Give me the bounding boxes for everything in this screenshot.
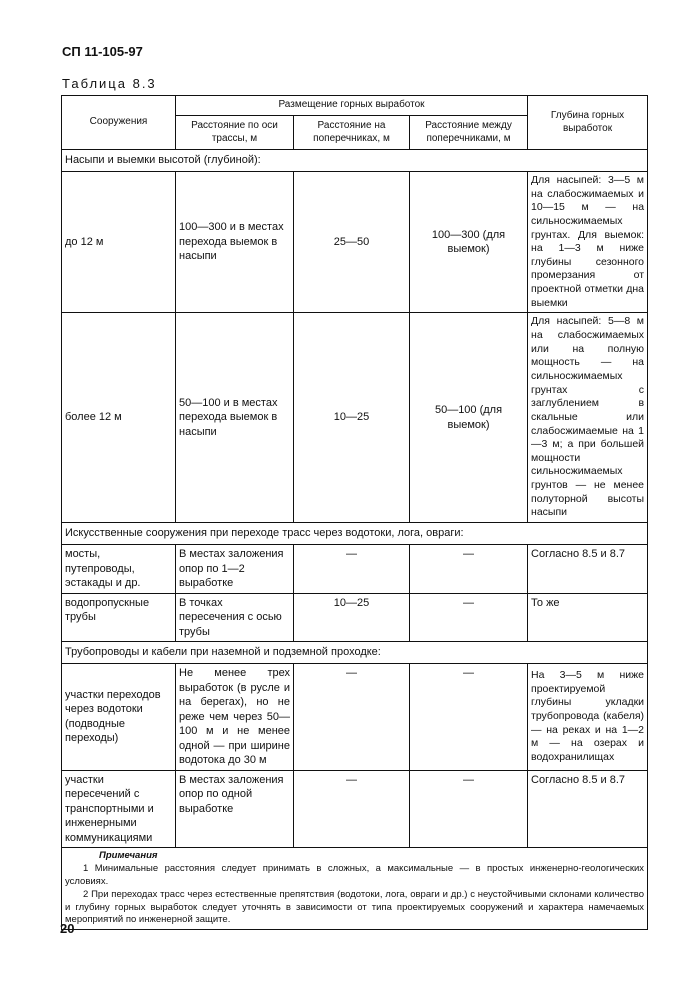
row-between-distance: — bbox=[410, 664, 528, 771]
row-cross-distance: 25—50 bbox=[294, 172, 410, 313]
header-cross-distance: Расстояние на поперечниках, м bbox=[294, 116, 410, 150]
row-cross-distance: — bbox=[294, 664, 410, 771]
row-cross-distance: — bbox=[294, 545, 410, 594]
row-structure-name: участки пересечений с транспортными и инженерными коммуникациями bbox=[62, 770, 176, 848]
row-cross-distance: 10—25 bbox=[294, 313, 410, 523]
row-between-distance: — bbox=[410, 593, 528, 642]
row-axis-distance: В местах заложения опор по 1—2 выработке bbox=[176, 545, 294, 594]
header-structures: Сооружения bbox=[62, 96, 176, 150]
row-depth: Согласно 8.5 и 8.7 bbox=[528, 545, 648, 594]
notes-block bbox=[62, 848, 648, 930]
table-row bbox=[62, 593, 648, 642]
row-axis-distance: 100—300 и в местах перехода выемок в насыпи bbox=[176, 172, 294, 313]
row-structure-name: до 12 м bbox=[62, 172, 176, 313]
table-title: Таблица 8.3 bbox=[62, 76, 157, 91]
row-structure-name: водопропускные трубы bbox=[62, 593, 176, 642]
section-title-artificial: Искусственные сооружения при переходе трасс через водотоки, лога, овраги: bbox=[62, 523, 648, 545]
row-axis-distance: В местах заложения опор по одной выработке bbox=[176, 770, 294, 848]
table-row bbox=[62, 770, 648, 848]
row-depth: Для насыпей: 3—5 м на слабосжимаемых и 10—15 м — на сильносжимаемых грунтах. Для выемок: на 1—3 м ниже глубины сезонного промерзания от проектной отметки дна выемки bbox=[528, 172, 648, 313]
row-structure-name: участки переходов через водотоки (подводные переходы) bbox=[62, 664, 176, 771]
row-axis-distance: В точках пересечения с осью трубы bbox=[176, 593, 294, 642]
row-depth: То же bbox=[528, 593, 648, 642]
header-axis-distance: Расстояние по оси трассы, м bbox=[176, 116, 294, 150]
table-row bbox=[62, 313, 648, 523]
table-row bbox=[62, 545, 648, 594]
header-depth: Глубина горных выработок bbox=[528, 96, 648, 150]
row-cross-distance: — bbox=[294, 770, 410, 848]
row-between-distance: 50—100 (для выемок) bbox=[410, 313, 528, 523]
note-item: 2 При переходах трасс через естественные препятствия (водотоки, лога, овраги и др.) с неустойчивыми склонами количество и глубину горных выработок следует уточнять в зависимости от типа проектируемых сооружений и характера намечаемых мероприятий по инженерной защите. bbox=[65, 888, 645, 926]
header-placement-group: Размещение горных выработок bbox=[176, 96, 528, 116]
requirements-table bbox=[61, 95, 648, 930]
row-between-distance: 100—300 (для выемок) bbox=[410, 172, 528, 313]
row-between-distance: — bbox=[410, 770, 528, 848]
document-code: СП 11-105-97 bbox=[62, 44, 143, 59]
row-structure-name: мосты, путепроводы, эстакады и др. bbox=[62, 545, 176, 594]
row-cross-distance: 10—25 bbox=[294, 593, 410, 642]
row-structure-name: более 12 м bbox=[62, 313, 176, 523]
section-title-embankments: Насыпи и выемки высотой (глубиной): bbox=[62, 150, 648, 172]
row-between-distance: — bbox=[410, 545, 528, 594]
row-depth: Согласно 8.5 и 8.7 bbox=[528, 770, 648, 848]
page-number: 20 bbox=[60, 921, 75, 936]
row-axis-distance: Не менее трех выработок (в русле и на берегах), но не реже чем через 50—100 м и не менее одной — при ширине водотока до 30 м bbox=[176, 664, 294, 771]
notes-title: Примечания bbox=[99, 850, 158, 862]
table-row bbox=[62, 664, 648, 771]
row-depth: На 3—5 м ниже проектируемой глубины укладки трубопровода (кабеля) — на реках и на 1—2 м — на озерах и водохранилищах bbox=[528, 664, 648, 771]
row-axis-distance: 50—100 и в местах перехода выемок в насыпи bbox=[176, 313, 294, 523]
section-title-pipelines: Трубопроводы и кабели при наземной и подземной проходке: bbox=[62, 642, 648, 664]
header-between-distance: Расстояние между поперечниками, м bbox=[410, 116, 528, 150]
row-depth: Для насыпей: 5—8 м на слабосжимаемых или на полную мощность — на сильносжимаемых грунтах с заглублением в скальные или слабосжимаемые на 1—3 м; а при большей мощности сильносжимаемых грунтов — не менее полуторной высоты насыпи bbox=[528, 313, 648, 523]
note-item: 1 Минимальные расстояния следует принимать в сложных, а максимальные — в простых инженерно-геологических условиях. bbox=[65, 863, 645, 887]
table-row bbox=[62, 172, 648, 313]
